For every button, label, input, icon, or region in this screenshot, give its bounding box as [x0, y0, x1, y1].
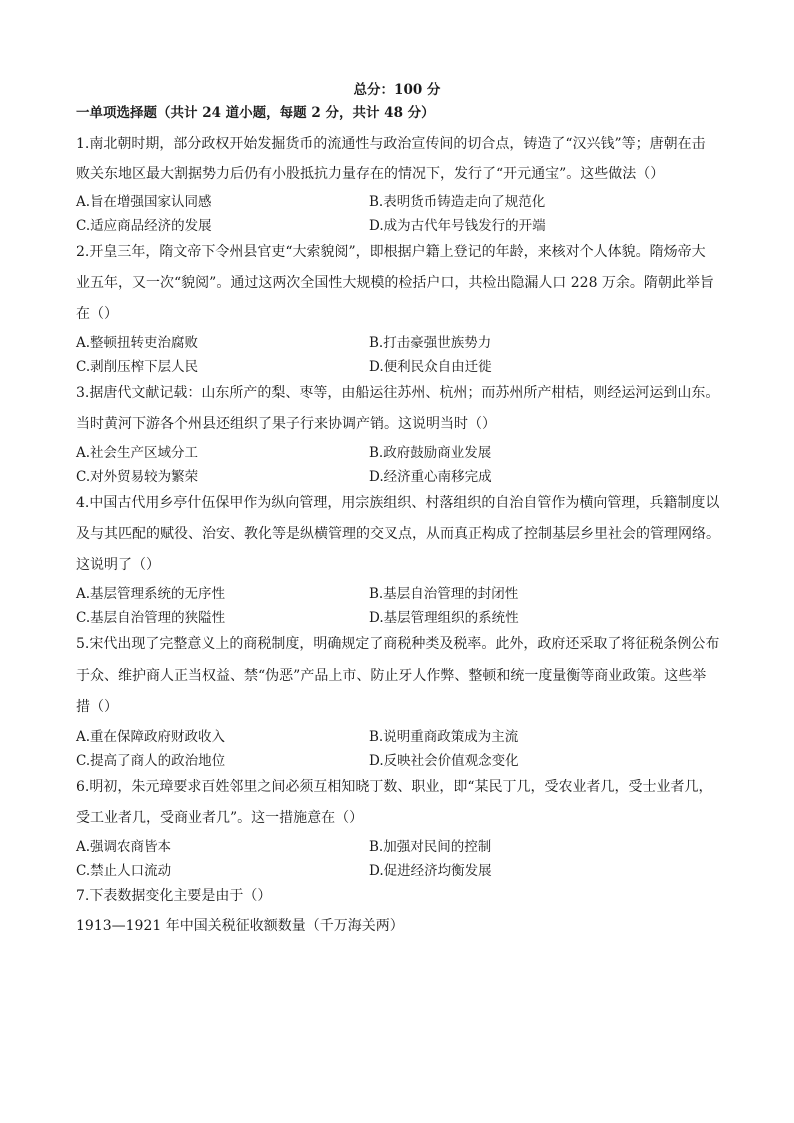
question-7-table-caption: 1913—1921 年中国关税征收额数量（千万海关两） [76, 918, 404, 934]
question-4-option-a[interactable]: A.基层管理系统的无序性 [76, 586, 226, 602]
question-1-line-1: 1.南北朝时期，部分政权开始发掘货币的流通性与政治宣传间的切合点，铸造了“汉兴钱”等；唐朝在击 [76, 136, 706, 152]
question-3-line-2: 当时黄河下游各个州县还组织了果子行来协调产销。这说明当时（） [76, 416, 496, 432]
question-5-line-2: 于众、维护商人正当权益、禁“伪恶”产品上市、防止牙人作弊、整顿和统一度量衡等商业政策。这些举 [76, 668, 707, 684]
question-4-line-3: 这说明了（） [76, 557, 160, 573]
question-3-option-a[interactable]: A.社会生产区域分工 [76, 445, 199, 461]
question-2-line-1: 2.开皇三年，隋文帝下令州县官吏“大索貌阅”，即根据户籍上登记的年龄，来核对个人体貌。隋炀帝大 [76, 244, 706, 260]
question-6-line-2: 受工业者几，受商业者几”。这一措施意在（） [76, 810, 364, 826]
question-4-line-2: 及与其匹配的赋役、治安、教化等是纵横管理的交叉点，从而真正构成了控制基层乡里社会的管理网络。 [76, 526, 720, 542]
question-3-option-d[interactable]: D.经济重心南移完成 [369, 469, 492, 485]
question-4-line-1: 4.中国古代用乡亭什伍保甲作为纵向管理，用宗族组织、村落组织的自治自管作为横向管理，兵籍制度以 [76, 495, 720, 511]
question-6-option-c[interactable]: C.禁止人口流动 [76, 863, 172, 879]
question-2-line-2: 业五年，又一次“貌阅”。通过这两次全国性大规模的检括户口，共检出隐漏人口 228 万余。隋朝此举旨 [76, 275, 714, 291]
question-5-option-a[interactable]: A.重在保障政府财政收入 [76, 729, 226, 745]
question-1-option-c[interactable]: C.适应商品经济的发展 [76, 218, 212, 234]
question-4-option-b[interactable]: B.基层自治管理的封闭性 [369, 586, 519, 602]
question-1-option-d[interactable]: D.成为古代年号钱发行的开端 [369, 218, 546, 234]
question-1-option-b[interactable]: B.表明货币铸造走向了规范化 [369, 194, 546, 210]
question-5-line-1: 5.宋代出现了完整意义上的商税制度，明确规定了商税种类及税率。此外，政府还采取了将征税条例公布 [76, 636, 720, 652]
question-2-line-3: 在（） [76, 306, 118, 322]
question-7-line-1: 7.下表数据变化主要是由于（） [76, 888, 272, 904]
question-6-option-d[interactable]: D.促进经济均衡发展 [369, 863, 492, 879]
question-3-line-1: 3.据唐代文献记载：山东所产的梨、枣等，由船运往苏州、杭州；而苏州所产柑桔，则经运河运到山东。 [76, 385, 720, 401]
question-5-line-3: 措（） [76, 699, 118, 715]
question-3-option-c[interactable]: C.对外贸易较为繁荣 [76, 469, 199, 485]
question-5-option-c[interactable]: C.提高了商人的政治地位 [76, 753, 226, 769]
question-5-option-b[interactable]: B.说明重商政策成为主流 [369, 729, 519, 745]
question-1-option-a[interactable]: A.旨在增强国家认同感 [76, 194, 212, 210]
question-6-line-1: 6.明初，朱元璋要求百姓邻里之间必须互相知晓丁数、职业，即“某民丁几，受农业者几，受士业者几， [76, 779, 713, 795]
question-2-option-b[interactable]: B.打击豪强世族势力 [369, 335, 492, 351]
question-6-option-b[interactable]: B.加强对民间的控制 [369, 839, 492, 855]
section-title: 一单项选择题（共计 24 道小题，每题 2 分，共计 48 分） [76, 105, 435, 121]
question-6-option-a[interactable]: A.强调农商皆本 [76, 839, 172, 855]
total-score: 总分：100 分 [353, 82, 441, 98]
question-4-option-c[interactable]: C.基层自治管理的狭隘性 [76, 610, 226, 626]
question-2-option-c[interactable]: C.剥削压榨下层人民 [76, 359, 199, 375]
question-1-line-2: 败关东地区最大割据势力后仍有小股抵抗力量存在的情况下，发行了“开元通宝”。这些做法（） [76, 166, 665, 182]
question-5-option-d[interactable]: D.反映社会价值观念变化 [369, 753, 519, 769]
question-2-option-a[interactable]: A.整顿扭转吏治腐败 [76, 335, 199, 351]
question-3-option-b[interactable]: B.政府鼓励商业发展 [369, 445, 492, 461]
question-2-option-d[interactable]: D.便利民众自由迁徙 [369, 359, 492, 375]
question-4-option-d[interactable]: D.基层管理组织的系统性 [369, 610, 519, 626]
